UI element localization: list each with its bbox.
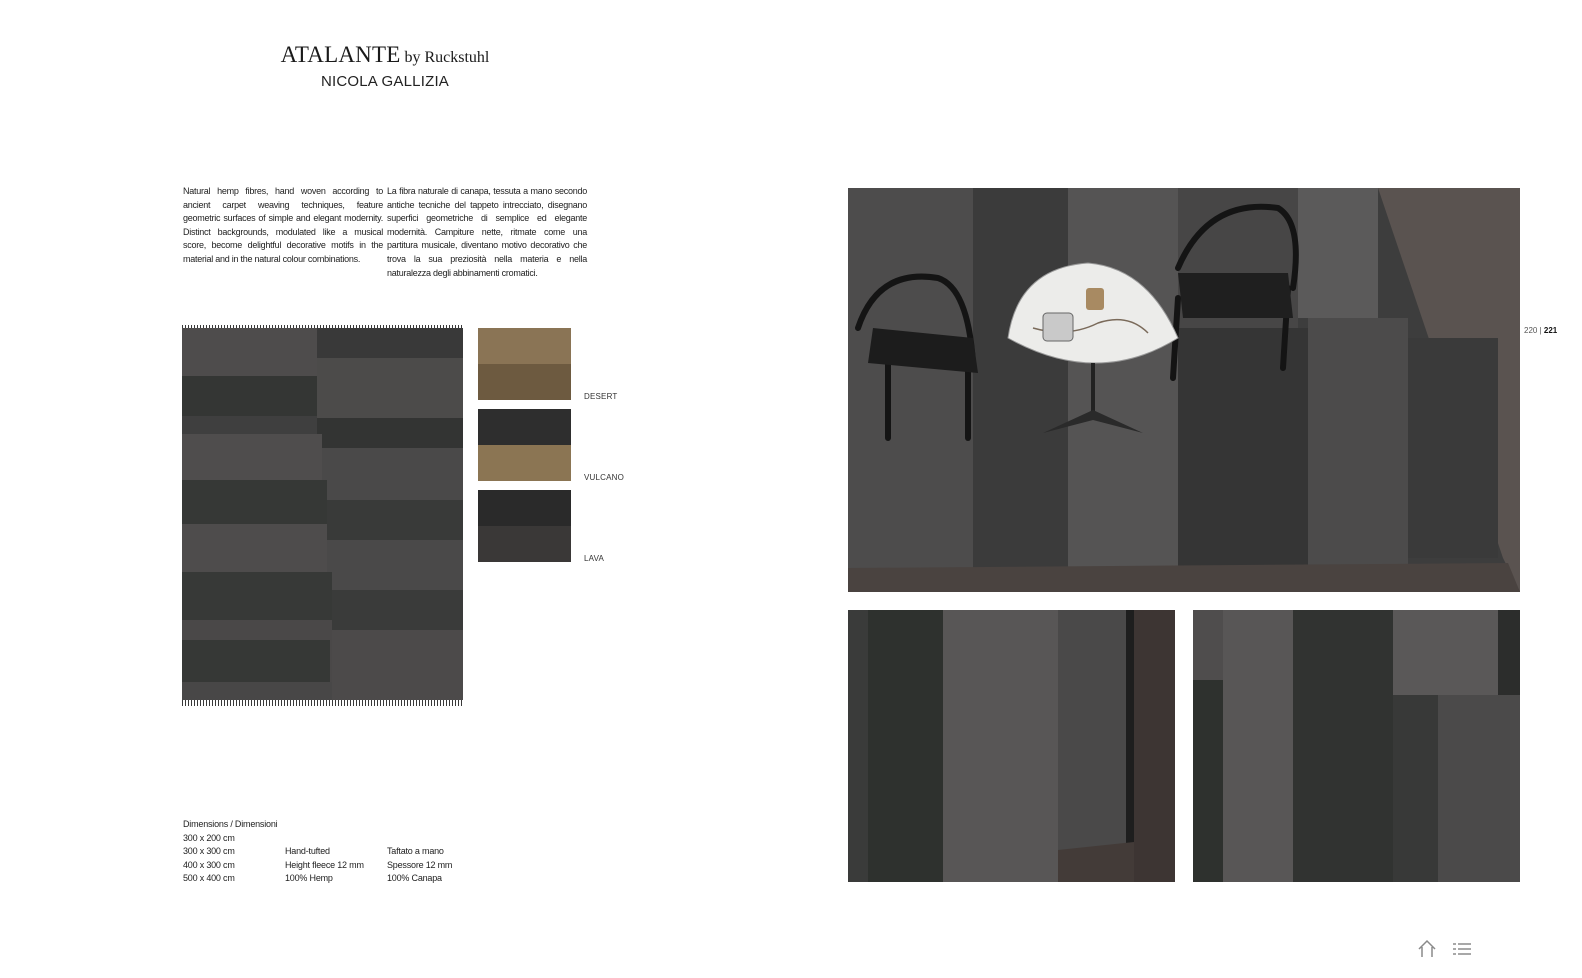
description-italian: La fibra naturale di canapa, tessuta a mano secondo antiche tecniche del tappeto intrecciato, disegnano superfici geometriche di semplice ed elegante modernità. Campiture nette, ritmate come una partitura musicale, diventano motivo decorativo che trova la sua preziosità nella materia e nella naturalezza degli abbinamenti cromatici. <box>387 186 587 278</box>
specs-english <box>285 845 364 886</box>
specs-italian <box>387 845 452 886</box>
detail-photo-left <box>848 610 1175 882</box>
description-english: Natural hemp fibres, hand woven according to ancient carpet weaving techniques, feature geometric surfaces of simple and elegant modernity. Distinct backgrounds, modulated like a musical score, become delightful decorative motifs in the material and in the natural colour combinations. <box>183 186 383 264</box>
spec-item: Spessore 12 mm <box>387 859 453 870</box>
home-icon[interactable] <box>1416 938 1438 960</box>
product-brand: by Ruckstuhl <box>404 49 490 66</box>
swatch-lava[interactable] <box>478 490 571 562</box>
rug-fringe-bottom <box>182 700 463 706</box>
size-item: 500 x 400 cm <box>183 873 235 884</box>
spec-item: 100% Canapa <box>387 873 442 884</box>
spec-item: Height fleece 12 mm <box>285 859 364 870</box>
size-item: 300 x 200 cm <box>183 832 235 843</box>
room-photo <box>848 188 1520 592</box>
swatch-label-lava: LAVA <box>584 554 605 563</box>
page-number-left: 220 <box>1524 326 1538 335</box>
size-item: 400 x 300 cm <box>183 859 235 870</box>
product-name: ATALANTE <box>280 42 401 67</box>
page-number-separator: | <box>1539 326 1542 335</box>
detail-photo-right <box>1193 610 1520 882</box>
swatch-desert[interactable] <box>478 328 571 400</box>
spec-item: Hand-tufted <box>285 846 330 856</box>
designer-name: NICOLA GALLIZIA <box>320 73 450 90</box>
swatch-label-vulcano: VULCANO <box>584 473 625 482</box>
room-photo-illustration <box>848 188 1520 592</box>
dimensions-heading: Dimensions / Dimensioni <box>183 819 278 829</box>
swatch-vulcano[interactable] <box>478 409 571 481</box>
page-number-right: 221 <box>1543 326 1558 335</box>
swatch-label-desert: DESERT <box>584 392 618 401</box>
page-number <box>1524 326 1557 335</box>
spec-item: 100% Hemp <box>285 873 333 884</box>
spec-item: Taftato a mano <box>387 846 444 856</box>
detail-photo-left-illustration <box>848 610 1175 882</box>
rug-image <box>182 328 463 700</box>
detail-photo-right-illustration <box>1193 610 1520 882</box>
size-item: 300 x 300 cm <box>183 846 235 857</box>
product-title <box>240 42 530 68</box>
dimensions-sizes <box>183 818 277 886</box>
list-menu-icon[interactable] <box>1452 940 1472 958</box>
